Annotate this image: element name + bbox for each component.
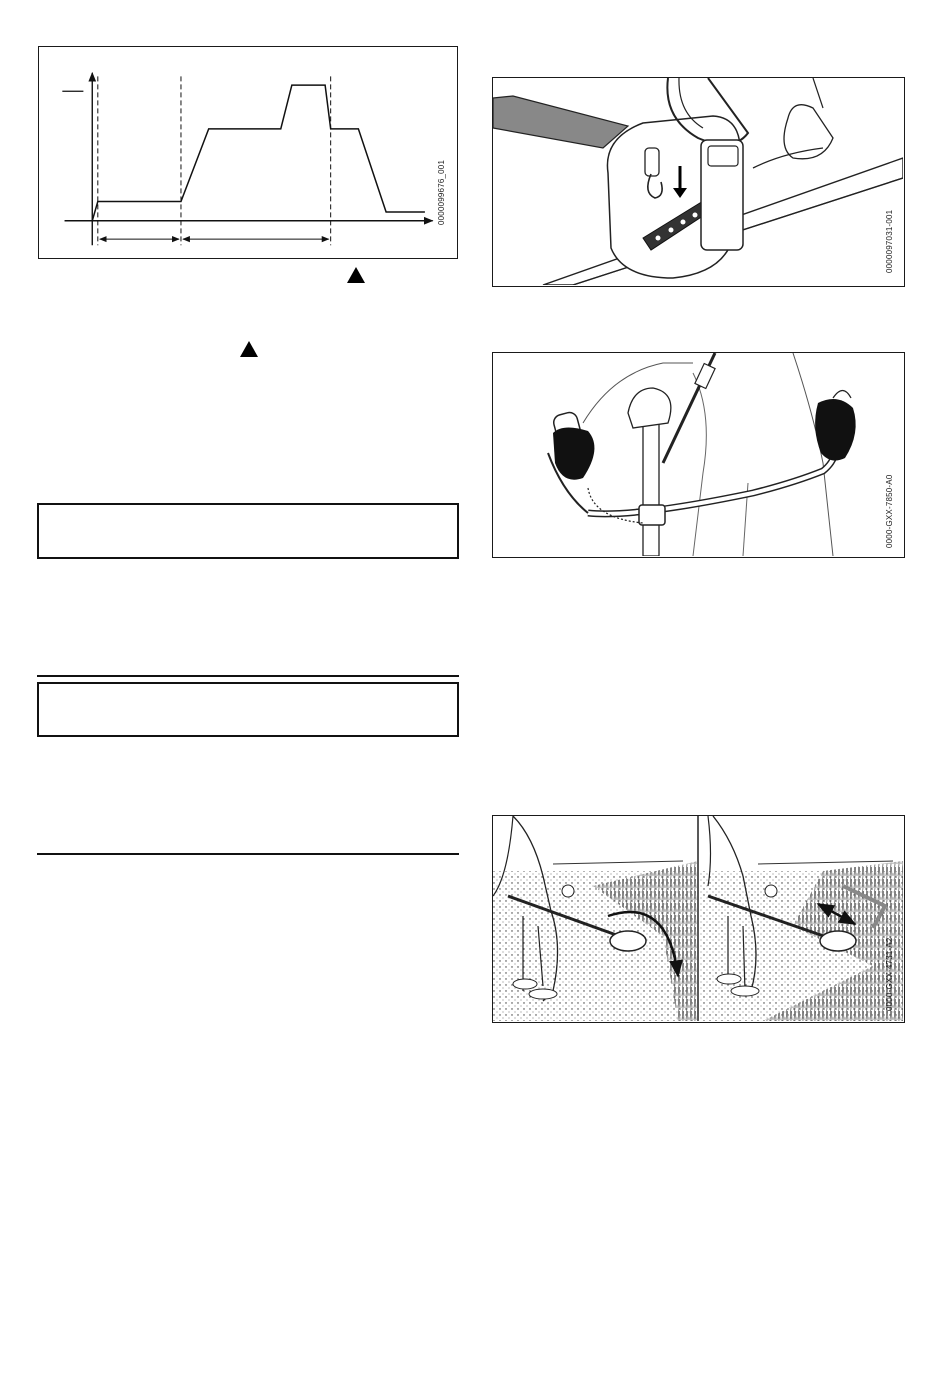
rpm-series-line: [92, 85, 425, 221]
mowing-illustration: [493, 816, 903, 1021]
section-rule: [37, 853, 459, 855]
harness-code: 0000097031-001: [885, 209, 894, 273]
chart-code: 0000099676_001: [437, 159, 446, 225]
mowing-code: 0000-GXX-4731-A2: [885, 937, 894, 1011]
mowing-figure: [492, 815, 905, 1023]
handlebar-code: 0000-GXX-7850-A0: [885, 474, 894, 548]
warning-triangle-icon: [240, 341, 258, 357]
handlebar-illustration: [493, 353, 903, 556]
rpm-chart: [39, 47, 456, 257]
section-rule: [37, 675, 459, 677]
warning-triangle-icon: [347, 267, 365, 283]
warning-box: [37, 682, 459, 737]
handlebar-figure: [492, 352, 905, 558]
harness-illustration: [493, 78, 903, 285]
notice-box: [37, 503, 459, 559]
chart-frame: [38, 46, 458, 259]
harness-figure: [492, 77, 905, 287]
